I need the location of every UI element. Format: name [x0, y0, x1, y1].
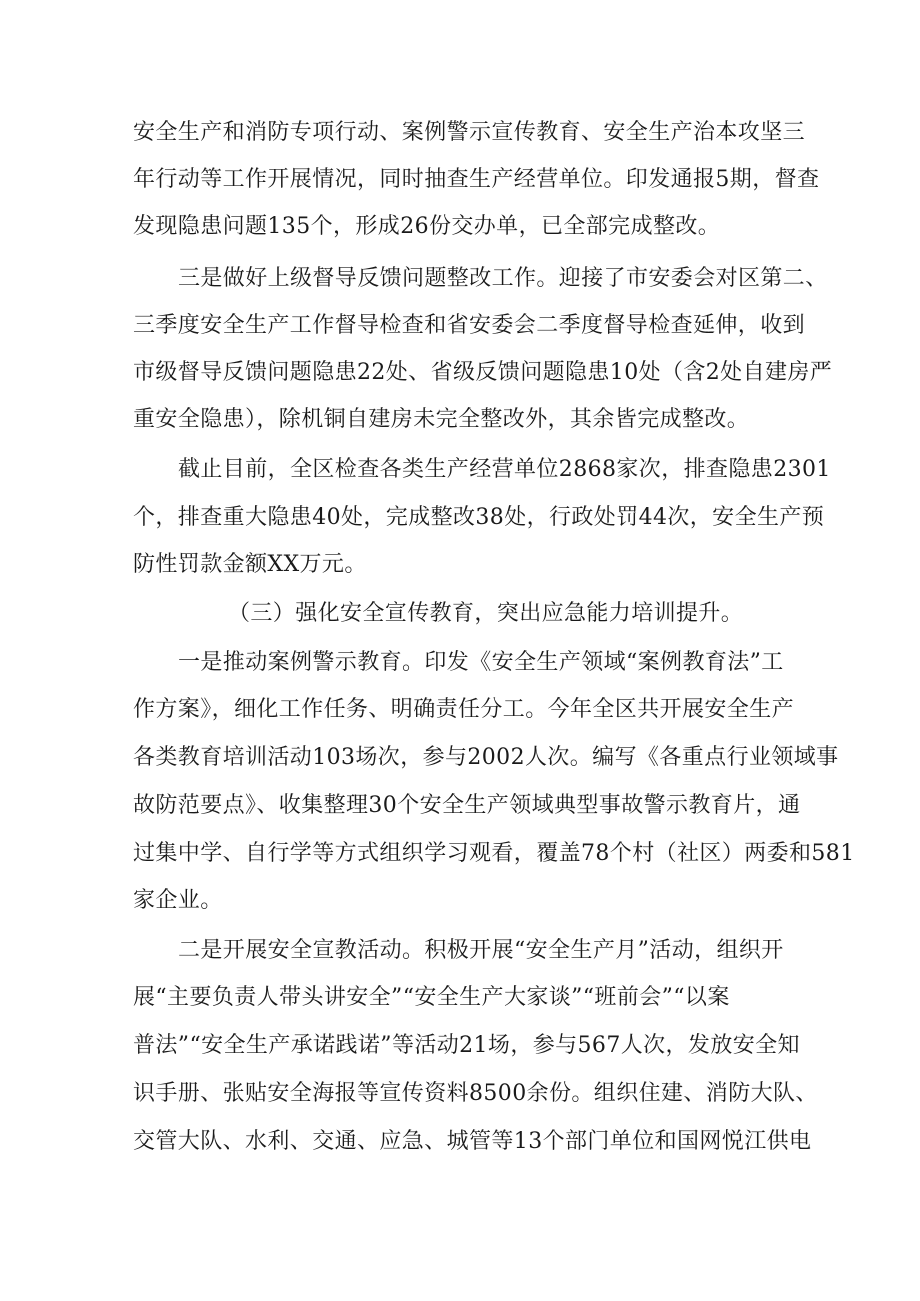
text-line-4: 三是做好上级督导反馈问题整改工作。迎接了市安委会对区第二、	[178, 266, 828, 291]
text-line-14: 各类教育培训活动103场次，参与2002人次。编写《各重点行业领域事	[133, 745, 839, 770]
text-line-20: 普法”“安全生产承诺践诺”等活动21场，参与567人次，发放安全知	[133, 1033, 800, 1058]
text-line-17: 家企业。	[133, 888, 223, 913]
text-line-10: 防性罚款金额XX万元。	[133, 552, 367, 577]
text-line-1: 安全生产和消防专项行动、案例警示宣传教育、安全生产治本攻坚三	[133, 120, 806, 145]
text-line-5: 三季度安全生产工作督导检查和省安委会二季度督导检查延伸，收到	[133, 313, 806, 338]
text-line-9: 个，排查重大隐患40处，完成整改38处，行政处罚44次，安全生产预	[133, 505, 825, 530]
text-line-19: 展“主要负责人带头讲安全”“安全生产大家谈”“班前会”“以案	[133, 985, 730, 1010]
text-line-15: 故防范要点》、收集整理30个安全生产领域典型事故警示教育片，通	[133, 793, 801, 818]
section-heading: （三）强化安全宣传教育，突出应急能力培训提升。	[228, 601, 744, 626]
text-line-2: 年行动等工作开展情况，同时抽查生产经营单位。印发通报5期，督查	[133, 167, 820, 192]
text-line-13: 作方案》，细化工作任务、明确责任分工。今年全区共开展安全生产	[133, 697, 795, 722]
text-line-6: 市级督导反馈问题隐患22处、省级反馈问题隐患10处（含2处自建房严	[133, 360, 833, 385]
text-line-22: 交管大队、水利、交通、应急、城管等13个部门单位和国网悦江供电	[133, 1129, 812, 1154]
text-line-12: 一是推动案例警示教育。印发《安全生产领域“案例教育法”工	[178, 650, 784, 675]
text-line-3: 发现隐患问题135个，形成26份交办单，已全部完成整改。	[133, 214, 721, 239]
text-line-21: 识手册、张贴安全海报等宣传资料8500余份。组织住建、消防大队、	[133, 1081, 818, 1106]
text-line-18: 二是开展安全宣教活动。积极开展“安全生产月”活动，组织开	[178, 938, 784, 963]
text-line-16: 过集中学、自行学等方式组织学习观看，覆盖78个村（社区）两委和581	[133, 841, 855, 866]
text-line-8: 截止目前，全区检查各类生产经营单位2868家次，排查隐患2301	[178, 457, 831, 482]
text-line-7: 重安全隐患），除机铜自建房未完全整改外，其余皆完成整改。	[133, 407, 750, 432]
